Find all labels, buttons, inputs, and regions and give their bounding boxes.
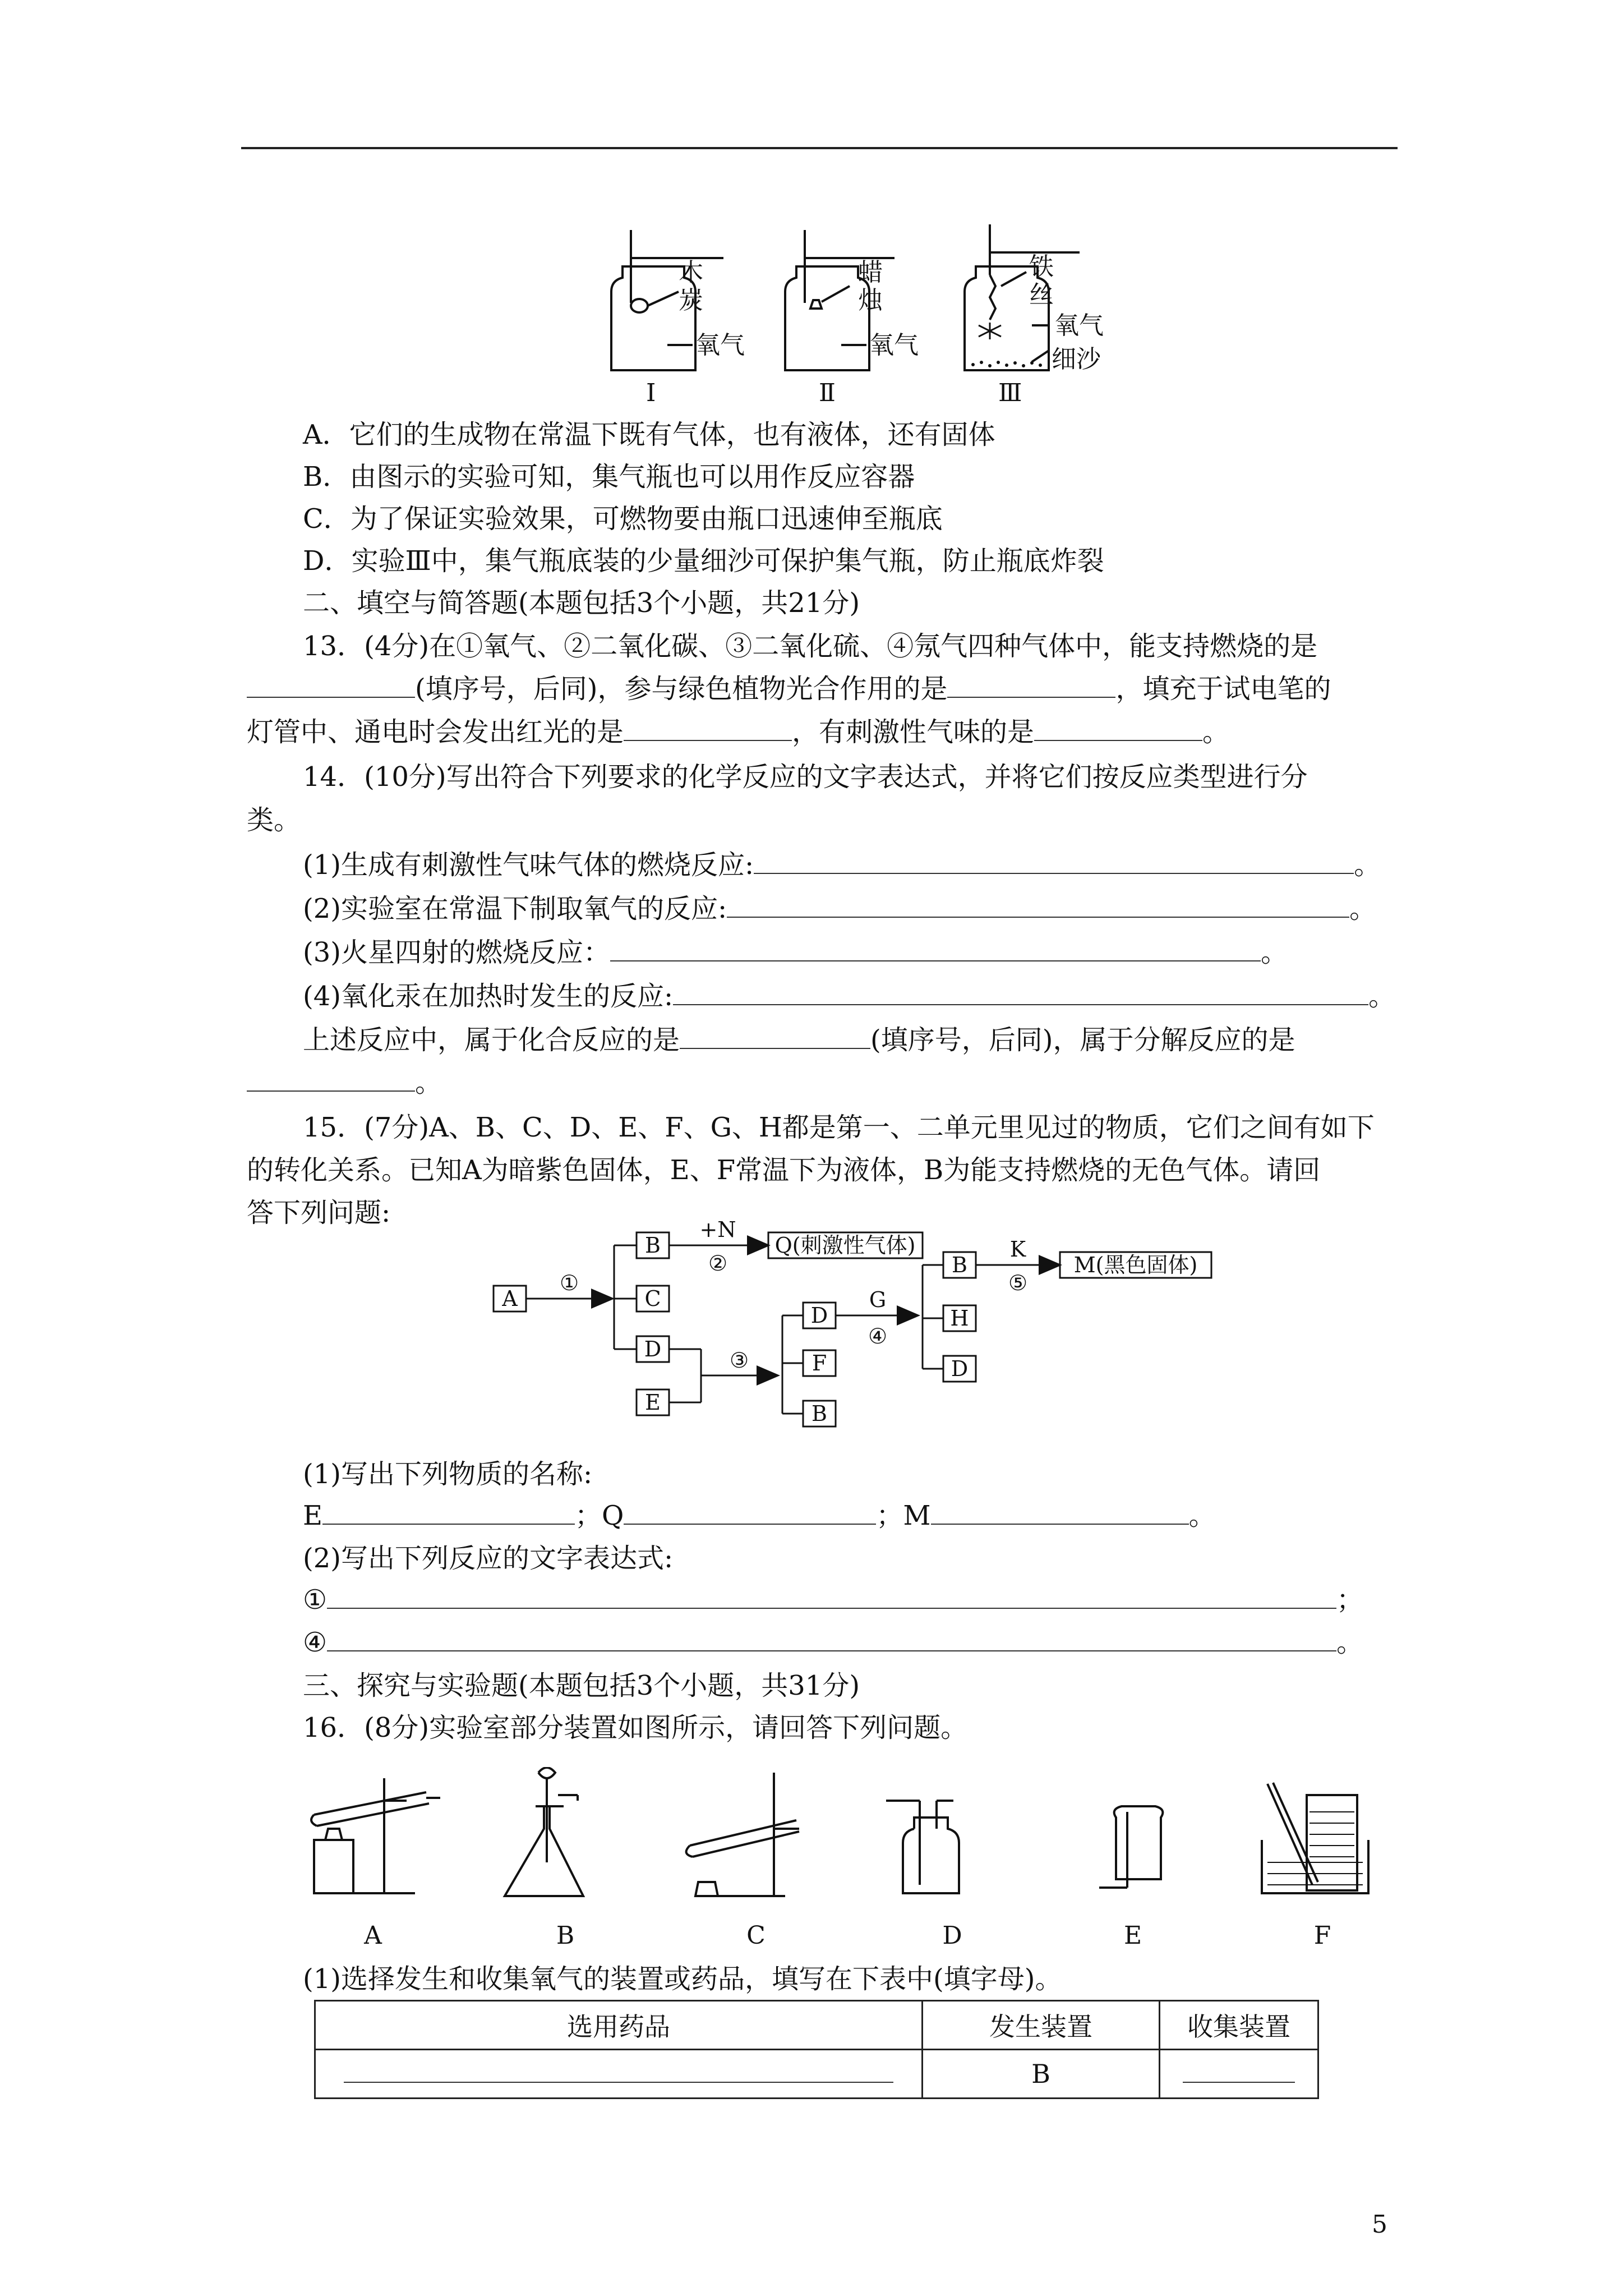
q14-item-1 <box>303 848 1381 882</box>
q14-line8 <box>247 1066 442 1099</box>
q15-flow-diagram <box>488 1217 1251 1453</box>
q13-line2 <box>247 672 1331 706</box>
table-cell-reagent[interactable] <box>315 2050 923 2099</box>
flow-box-a: A <box>502 1286 518 1311</box>
q13-blank-1[interactable] <box>247 672 415 698</box>
jar2-numeral: Ⅱ <box>819 379 836 407</box>
table-blank-collector[interactable] <box>1183 2065 1295 2083</box>
q14-item-1-end: 。 <box>1354 849 1381 881</box>
q14-item-4-text: (4)氧化汞在加热时发生的反应: <box>303 981 674 1012</box>
table-header-collector: 收集装置 <box>1160 2001 1318 2050</box>
jar2-label-3: 氧气 <box>869 331 919 360</box>
q13-line3-c: 。 <box>1202 716 1230 748</box>
flow-box-e: E <box>645 1390 661 1415</box>
q14-line7-a: 上述反应中，属于化合反应的是 <box>303 1024 680 1056</box>
q15-line2: 的转化关系。已知A为暗紫色固体，E、F常温下为液体，B为能支持燃烧的无色气体。请回 <box>247 1154 1321 1186</box>
q13-line3-a: 灯管中、通电时会发出红光的是 <box>247 716 624 748</box>
flow-box-d3: D <box>951 1356 969 1381</box>
q13-line1: 13．(4分)在①氧气、②二氧化碳、③二氧化硫、④氖气四种气体中，能支持燃烧的是 <box>303 631 1318 662</box>
q14-blank-3[interactable] <box>610 936 1261 961</box>
apparatus-label-a: A <box>364 1921 382 1950</box>
q14-item-1-text: (1)生成有刺激性气味气体的燃烧反应: <box>303 849 754 881</box>
q13-line3-b: ，有刺激性气味的是 <box>792 716 1035 748</box>
table-cell-collector[interactable] <box>1160 2050 1318 2099</box>
q15-sub1-blanks <box>303 1499 1216 1533</box>
flow-box-m: M(黑色固体) <box>1073 1253 1198 1277</box>
q15-line3: 答下列问题: <box>247 1197 391 1228</box>
flow-step-5: ⑤ <box>1008 1271 1028 1295</box>
q15-q-label: ；Q <box>575 1500 624 1531</box>
table-blank-reagent[interactable] <box>344 2065 893 2083</box>
q13-line2-b: ，填充于试电笔的 <box>1115 673 1331 705</box>
oxygen-jars-figure <box>583 224 1116 409</box>
section2-title: 二、填空与简答题(本题包括3个小题，共21分) <box>303 587 860 619</box>
q15-blank-m[interactable] <box>931 1499 1189 1525</box>
q15-sub2: (2)写出下列反应的文字表达式: <box>303 1543 674 1574</box>
page-number: 5 <box>1372 2210 1387 2239</box>
flow-step-2: ② <box>708 1251 728 1276</box>
apparatus-figure <box>303 1767 1402 1952</box>
flow-box-b2: B <box>811 1401 827 1426</box>
apparatus-label-c: C <box>746 1921 766 1950</box>
jar3-label-3: 氧气 <box>1054 311 1104 340</box>
jar1-label-2: 炭 <box>679 286 703 315</box>
q14-blank-6[interactable] <box>247 1066 415 1092</box>
q13-line3 <box>247 715 1229 749</box>
flow-step-3: ③ <box>729 1348 749 1373</box>
q14-item-4 <box>303 979 1395 1013</box>
jar3-label-4: 细沙 <box>1052 345 1101 374</box>
q15-line1: 15．(7分)A、B、C、D、E、F、G、H都是第一、二单元里见过的物质，它们之间有如下 <box>303 1112 1375 1143</box>
q15-reaction-1 <box>303 1583 1363 1617</box>
q12-option-c: C．为了保证实验效果，可燃物要由瓶口迅速伸至瓶底 <box>303 503 943 535</box>
q14-blank-1[interactable] <box>754 848 1354 874</box>
q15-r1-end: ； <box>1336 1584 1364 1616</box>
q12-option-a: A．它们的生成物在常温下既有气体，也有液体，还有固体 <box>303 419 995 450</box>
q14-item-3-end: 。 <box>1261 937 1288 968</box>
q15-m-label: ；M <box>876 1500 931 1531</box>
q14-line2: 类。 <box>247 804 301 836</box>
q14-blank-4[interactable] <box>673 979 1368 1005</box>
apparatus-label-f: F <box>1313 1921 1331 1950</box>
flow-box-b3: B <box>952 1253 967 1277</box>
jar2-label-2: 烛 <box>858 286 883 315</box>
apparatus-label-e: E <box>1123 1921 1142 1950</box>
q14-blank-2[interactable] <box>727 892 1349 918</box>
q14-item-2 <box>303 892 1376 926</box>
section3-title: 三、探究与实验题(本题包括3个小题，共31分) <box>303 1670 860 1701</box>
q15-r1-label: ① <box>303 1584 328 1616</box>
q15-blank-r4[interactable] <box>327 1626 1336 1651</box>
header-rule <box>241 147 1398 149</box>
q14-item-2-end: 。 <box>1349 893 1377 924</box>
q14-item-2-text: (2)实验室在常温下制取氧气的反应: <box>303 893 727 924</box>
flow-box-h: H <box>950 1306 969 1331</box>
q15-blank-r1[interactable] <box>327 1583 1336 1609</box>
q16-sub1: (1)选择发生和收集氧气的装置或药品，填写在下表中(填字母)。 <box>303 1963 1062 1995</box>
q15-r4-end: 。 <box>1336 1627 1364 1658</box>
q15-blank-q[interactable] <box>624 1499 876 1525</box>
apparatus-label-d: D <box>942 1921 962 1950</box>
flow-box-d2: D <box>810 1303 828 1328</box>
q13-line2-a: (填序号，后同)，参与绿色植物光合作用的是 <box>415 673 948 705</box>
flow-box-f: F <box>811 1351 827 1375</box>
flow-plus-n: +N <box>699 1217 736 1242</box>
q15-sub1: (1)写出下列物质的名称: <box>303 1458 593 1490</box>
q15-sub1-end: 。 <box>1188 1500 1216 1531</box>
q13-blank-4[interactable] <box>1034 715 1202 741</box>
jar1-label-3: 氧气 <box>695 331 745 360</box>
q15-reaction-4 <box>303 1626 1363 1659</box>
jar3-label-2: 丝 <box>1029 280 1054 309</box>
flow-box-c: C <box>644 1286 661 1311</box>
jar3-label-1: 铁 <box>1029 252 1054 281</box>
flow-box-q: Q(刺激性气体) <box>774 1233 916 1258</box>
q15-blank-e[interactable] <box>322 1499 575 1525</box>
q14-line8-end: 。 <box>415 1067 442 1098</box>
flow-step-1: ① <box>559 1271 579 1295</box>
flow-step-4: ④ <box>868 1324 888 1349</box>
table-header-reagent: 选用药品 <box>315 2001 923 2050</box>
q14-item-4-end: 。 <box>1368 981 1396 1012</box>
q14-blank-5[interactable] <box>680 1023 870 1049</box>
table-header-generator: 发生装置 <box>923 2001 1160 2050</box>
jar3-numeral: Ⅲ <box>998 379 1022 407</box>
q13-blank-3[interactable] <box>624 715 792 741</box>
q12-option-d: D．实验Ⅲ中，集气瓶底装的少量细沙可保护集气瓶，防止瓶底炸裂 <box>303 545 1104 577</box>
q14-line7-b: (填序号，后同)，属于分解反应的是 <box>870 1024 1295 1056</box>
jar1-numeral: Ⅰ <box>646 379 656 407</box>
flow-k: K <box>1009 1237 1026 1262</box>
q15-e-label: E <box>303 1500 323 1531</box>
jar1-label-1: 木 <box>679 258 703 287</box>
table-cell-generator: B <box>923 2050 1160 2099</box>
q14-item-3-text: (3)火星四射的燃烧反应： <box>303 937 610 968</box>
q14-line7 <box>303 1023 1295 1057</box>
flow-box-b1: B <box>645 1233 661 1258</box>
q15-r4-label: ④ <box>303 1627 328 1658</box>
flow-g: G <box>869 1287 887 1312</box>
q14-item-3 <box>303 936 1288 969</box>
flow-box-d1: D <box>644 1337 662 1361</box>
q14-line1: 14．(10分)写出符合下列要求的化学反应的文字表达式，并将它们按反应类型进行分 <box>303 761 1308 793</box>
oxygen-apparatus-table <box>314 2000 1319 2099</box>
apparatus-label-b: B <box>556 1921 575 1950</box>
q13-blank-2[interactable] <box>947 672 1115 698</box>
q12-option-b: B．由图示的实验可知，集气瓶也可以用作反应容器 <box>303 461 915 493</box>
jar2-label-1: 蜡 <box>858 258 883 287</box>
q16-line1: 16．(8分)实验室部分装置如图所示，请回答下列问题。 <box>303 1712 968 1743</box>
